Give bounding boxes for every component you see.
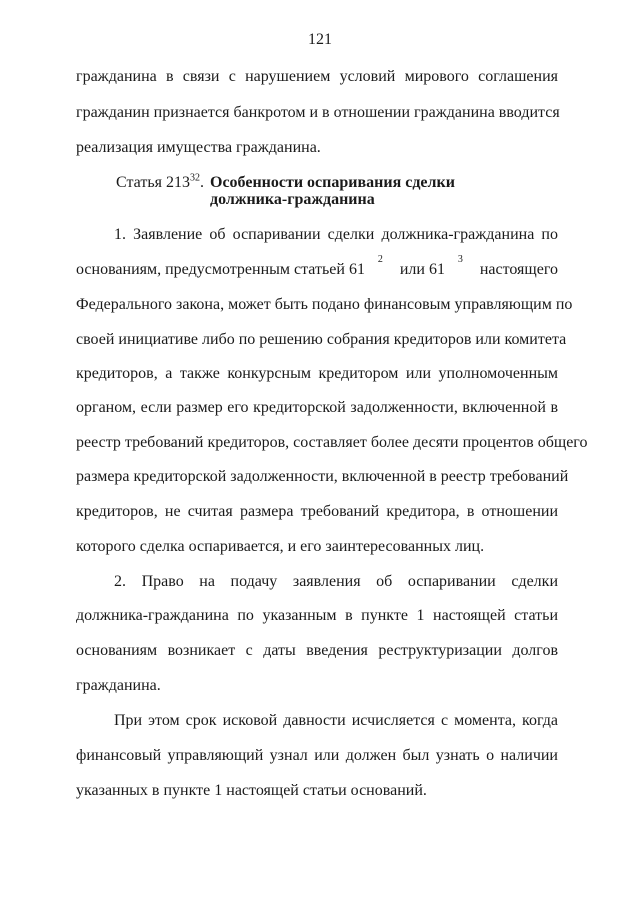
article-heading [116,173,204,193]
paragraph-2-line-4: гражданина. [76,677,161,694]
paragraph-3-line-3: указанных в пункте 1 настоящей статьи оснований. [76,782,427,799]
paragraph-2-line-2: должника-гражданина по указанным в пункте 1 настоящей статьи [76,607,558,624]
paragraph-1-line-6: органом, если размер его кредиторской задолженности, включенной в [76,399,558,416]
paragraph-1-line-8: размера кредиторской задолженности, включенной в реестр требований [76,468,569,485]
article-title-line-1: Особенности оспаривания сделки [210,174,455,191]
paragraph-1-line-3: Федерального закона, может быть подано финансовым управляющим по [76,296,573,313]
paragraph-2-line-3: основаниям возникает с даты введения реструктуризации долгов [76,642,558,659]
paragraph-1-line-2-b: или 61 [395,261,445,278]
paragraph-1-line-7: реестр требований кредиторов, составляет более десяти процентов общего [76,434,588,451]
intro-line-1: гражданина в связи с нарушением условий мирового соглашения [76,68,558,85]
paragraph-1-line-2-a: основаниям, предусмотренным статьей 61 [76,261,365,278]
paragraph-3-line-1: При этом срок исковой давности исчисляется с момента, когда [114,712,558,729]
paragraph-1-line-2-c: настоящего [475,261,558,278]
paragraph-1-line-2 [76,254,558,280]
paragraph-3-line-2: финансовый управляющий узнал или должен был узнать о наличии [76,747,558,764]
article-title-line-2: должника-гражданина [210,191,375,208]
paragraph-1-line-2-sup-1: 2 [377,254,383,265]
article-label-dot: . [199,174,204,191]
intro-line-3: реализация имущества гражданина. [76,139,321,156]
page-number: 121 [308,31,332,48]
intro-line-2: гражданин признается банкротом и в отношении гражданина вводится [76,104,560,121]
article-label-superscript: 32 [189,172,200,184]
paragraph-1-line-10: которого сделка оспаривается, и его заинтересованных лиц. [76,538,485,555]
paragraph-1-line-1: 1. Заявление об оспаривании сделки должника-гражданина по [114,226,558,243]
paragraph-1-line-9: кредиторов, не считая размера требований кредитора, в отношении [76,503,558,520]
paragraph-1-line-2-sup-2: 3 [457,254,463,265]
paragraph-1-line-4: своей инициативе либо по решению собрания кредиторов или комитета [76,331,567,348]
paragraph-1-line-5: кредиторов, а также конкурсным кредитором или уполномоченным [76,365,558,382]
paragraph-2-line-1: 2. Право на подачу заявления об оспаривании сделки [114,573,558,590]
article-label: Статья 213 [116,174,190,191]
